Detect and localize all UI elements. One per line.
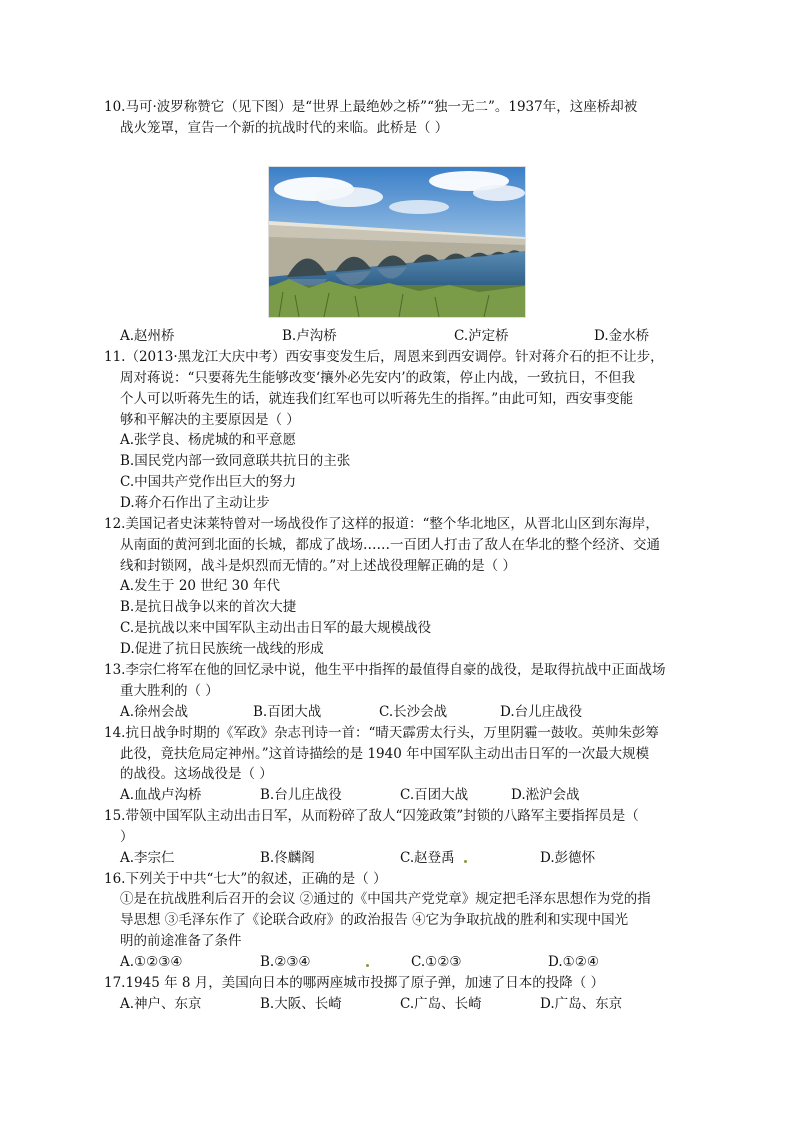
q13-option-b: B.百团大战 — [253, 704, 322, 720]
q16-option-a: A.①②③④ — [120, 954, 183, 970]
q15-option-d: D.彭德怀 — [540, 850, 596, 866]
q12-line3: 线和封锁网，战斗是炽烈而无情的。”对上述战役理解正确的是（ ） — [120, 558, 516, 574]
q16-line3: 导思想 ③毛泽东作了《论联合政府》的政治报告 ④它为争取抗战的胜利和实现中国光 — [120, 912, 629, 928]
q17-line1: 17.1945 年 8 月，美国向日本的哪两座城市投掷了原子弹，加速了日本的投降（ ） — [104, 975, 605, 991]
q16-option-d: D.①②④ — [548, 954, 599, 970]
decorative-dot — [464, 860, 467, 863]
q14-line2: 此役，竟扶危局定神州。”这首诗描绘的是 1940 年中国军队主动出击日军的一次最大规模 — [120, 746, 650, 762]
q15-option-a: A.李宗仁 — [120, 850, 175, 866]
q17-option-b: B.大阪、长崎 — [260, 996, 342, 1012]
q16-option-c: C.①②③ — [411, 954, 462, 970]
q11-line2: 周对蒋说：“只要蒋先生能够改变‘攘外必先安内’的政策，停止内战，一致抗日，不但我 — [120, 370, 635, 386]
q10-option-a: A.赵州桥 — [120, 328, 175, 344]
bridge-photo-illustration — [269, 167, 525, 317]
q12-line1: 12.美国记者史沫莱特曾对一场战役作了这样的报道：“整个华北地区，从晋北山区到东海岸， — [104, 516, 659, 532]
q13-option-d: D.台儿庄战役 — [500, 704, 583, 720]
q11-option-a: A.张学良、杨虎城的和平意愿 — [120, 432, 297, 448]
q13-line2: 重大胜利的（ ） — [120, 683, 219, 699]
q12-option-d: D.促进了抗日民族统一战线的形成 — [120, 641, 324, 657]
q13-option-c: C.长沙会战 — [379, 704, 448, 720]
q11-line3: 个人可以听蒋先生的话，就连我们红军也可以听蒋先生的指挥。”由此可知，西安事变能 — [120, 391, 634, 407]
q14-option-a: A.血战卢沟桥 — [120, 787, 202, 803]
q11-line4: 够和平解决的主要原因是（ ） — [120, 412, 300, 428]
q15-line2: ） — [120, 829, 134, 845]
q12-option-b: B.是抗日战争以来的首次大捷 — [120, 599, 297, 615]
q11-option-b: B.国民党内部一致同意联共抗日的主张 — [120, 453, 351, 469]
q12-option-a: A.发生于 20 世纪 30 年代 — [120, 578, 281, 594]
q16-line4: 明的前途准备了条件 — [120, 933, 242, 949]
q17-option-d: D.广岛、东京 — [540, 996, 623, 1012]
q16-option-b: B.②③④ — [260, 954, 311, 970]
q10-option-c: C.泸定桥 — [454, 328, 509, 344]
q14-line3: 的战役。这场战役是（ ） — [120, 766, 273, 782]
q15-option-b: B.佟麟阁 — [260, 850, 315, 866]
q16-line2: ①是在抗战胜利后召开的会议 ②通过的《中国共产党党章》规定把毛泽东思想作为党的指 — [120, 891, 651, 907]
q16-line1: 16.下列关于中共“七大”的叙述，正确的是（ ） — [104, 871, 387, 887]
q12-option-c: C.是抗战以来中国军队主动出击日军的最大规模战役 — [120, 620, 432, 636]
q10-option-d: D.金水桥 — [594, 328, 650, 344]
q17-option-a: A.神户、东京 — [120, 996, 202, 1012]
q11-option-c: C.中国共产党作出巨大的努力 — [120, 474, 297, 490]
q12-line2: 从南面的黄河到北面的长城，都成了战场……一百团人打击了敌人在华北的整个经济、交通 — [120, 537, 660, 553]
q11-option-d: D.蒋介石作出了主动让步 — [120, 495, 270, 511]
q17-option-c: C.广岛、长崎 — [400, 996, 482, 1012]
q11-line1: 11.（2013·黑龙江大庆中考）西安事变发生后，周恩来到西安调停。针对蒋介石的拒不让步， — [104, 349, 664, 365]
bridge-photo — [268, 166, 526, 318]
q15-line1: 15.带领中国军队主动出击日军，从而粉碎了敌人“囚笼政策”封锁的八路军主要指挥员是（ — [104, 808, 639, 824]
q13-line1: 13.李宗仁将军在他的回忆录中说，他生平中指挥的最值得自豪的战役，是取得抗战中正面战场 — [104, 662, 666, 678]
q14-line1: 14.抗日战争时期的《军政》杂志刊诗一首：“晴天霹雳太行头，万里阴霾一鼓收。英帅朱彭筹 — [104, 725, 659, 741]
q14-option-c: C.百团大战 — [400, 787, 469, 803]
q13-option-a: A.徐州会战 — [120, 704, 189, 720]
q10-line2: 战火笼罩，宣告一个新的抗战时代的来临。此桥是（ ） — [120, 120, 449, 136]
decorative-dot — [366, 964, 369, 967]
q10-line1: 10.马可·波罗称赞它（见下图）是“世界上最绝妙之桥”“独一无二”。1937年，这座桥却被 — [104, 99, 638, 115]
q15-option-c: C.赵登禹 — [400, 850, 455, 866]
q10-option-b: B.卢沟桥 — [282, 328, 337, 344]
q14-option-b: B.台儿庄战役 — [260, 787, 342, 803]
q14-option-d: D.淞沪会战 — [511, 787, 580, 803]
